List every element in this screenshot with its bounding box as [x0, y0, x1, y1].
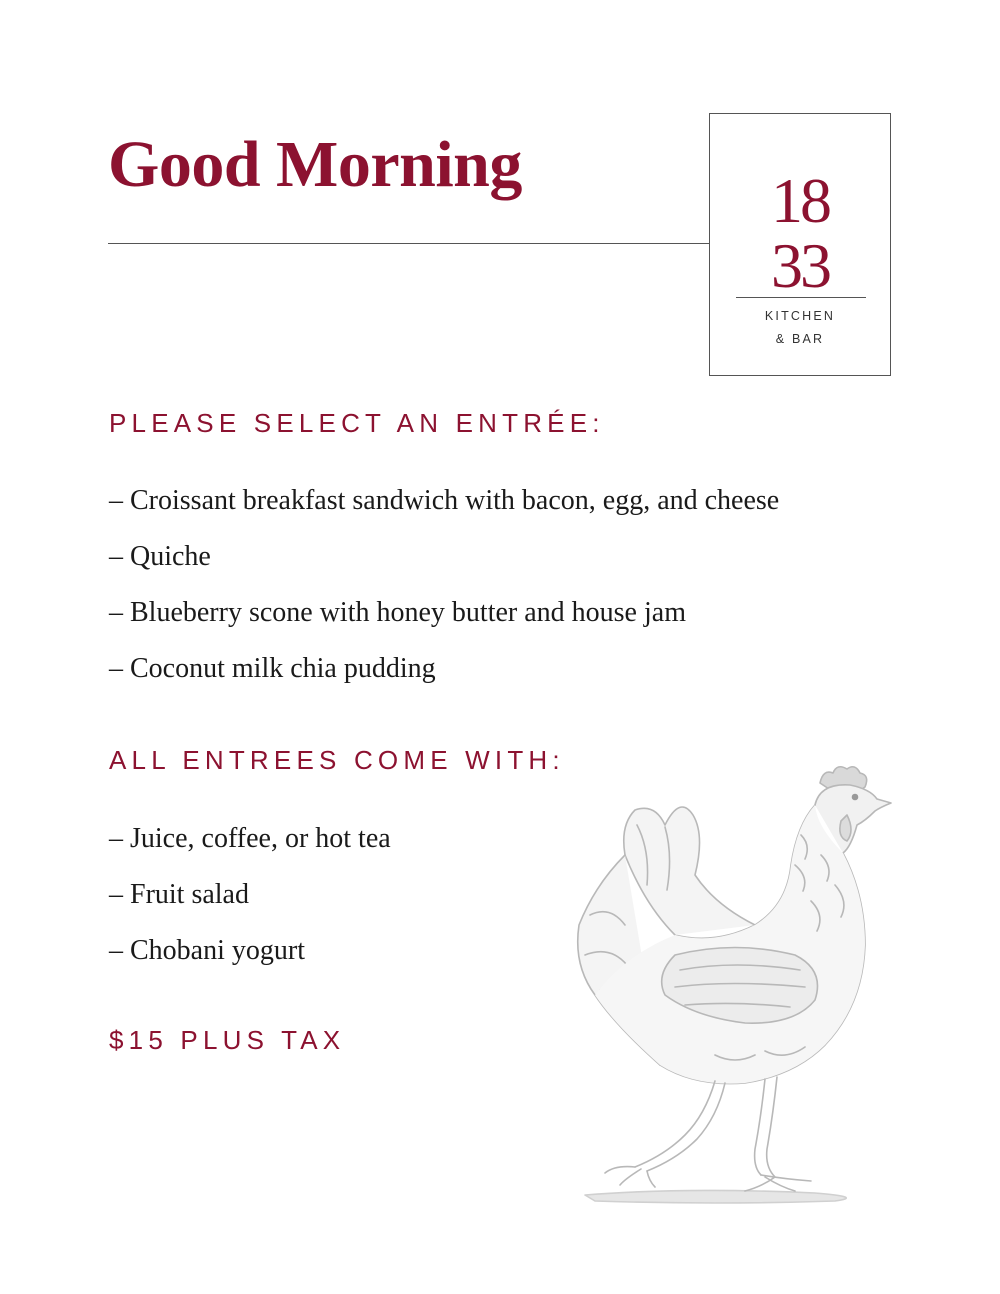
- restaurant-logo: [709, 113, 891, 376]
- rooster-illustration-icon: [565, 755, 905, 1205]
- logo-subtitle-line2: & BAR: [775, 332, 825, 346]
- includes-heading: ALL ENTREES COME WITH:: [109, 745, 565, 775]
- entree-heading: PLEASE SELECT AN ENTRÉE:: [109, 408, 605, 438]
- price-label: $15 PLUS TAX: [109, 1025, 346, 1055]
- page-title: Good Morning: [108, 128, 522, 201]
- list-item: – Blueberry scone with honey butter and house jam: [109, 597, 686, 628]
- list-item: – Fruit salad: [109, 879, 249, 910]
- logo-divider: [736, 297, 866, 298]
- logo-number-top: 18: [771, 165, 829, 236]
- list-item: – Croissant breakfast sandwich with bacon, egg, and cheese: [109, 485, 780, 516]
- title-divider: [108, 243, 710, 244]
- entree-list: [109, 478, 779, 702]
- logo-subtitle-line1: KITCHEN: [764, 309, 836, 323]
- list-item: – Juice, coffee, or hot tea: [109, 823, 391, 854]
- includes-list: [109, 816, 391, 984]
- list-item: – Chobani yogurt: [109, 935, 305, 966]
- list-item: – Quiche: [109, 541, 211, 572]
- logo-number-bottom: 33: [771, 230, 829, 301]
- list-item: – Coconut milk chia pudding: [109, 653, 436, 684]
